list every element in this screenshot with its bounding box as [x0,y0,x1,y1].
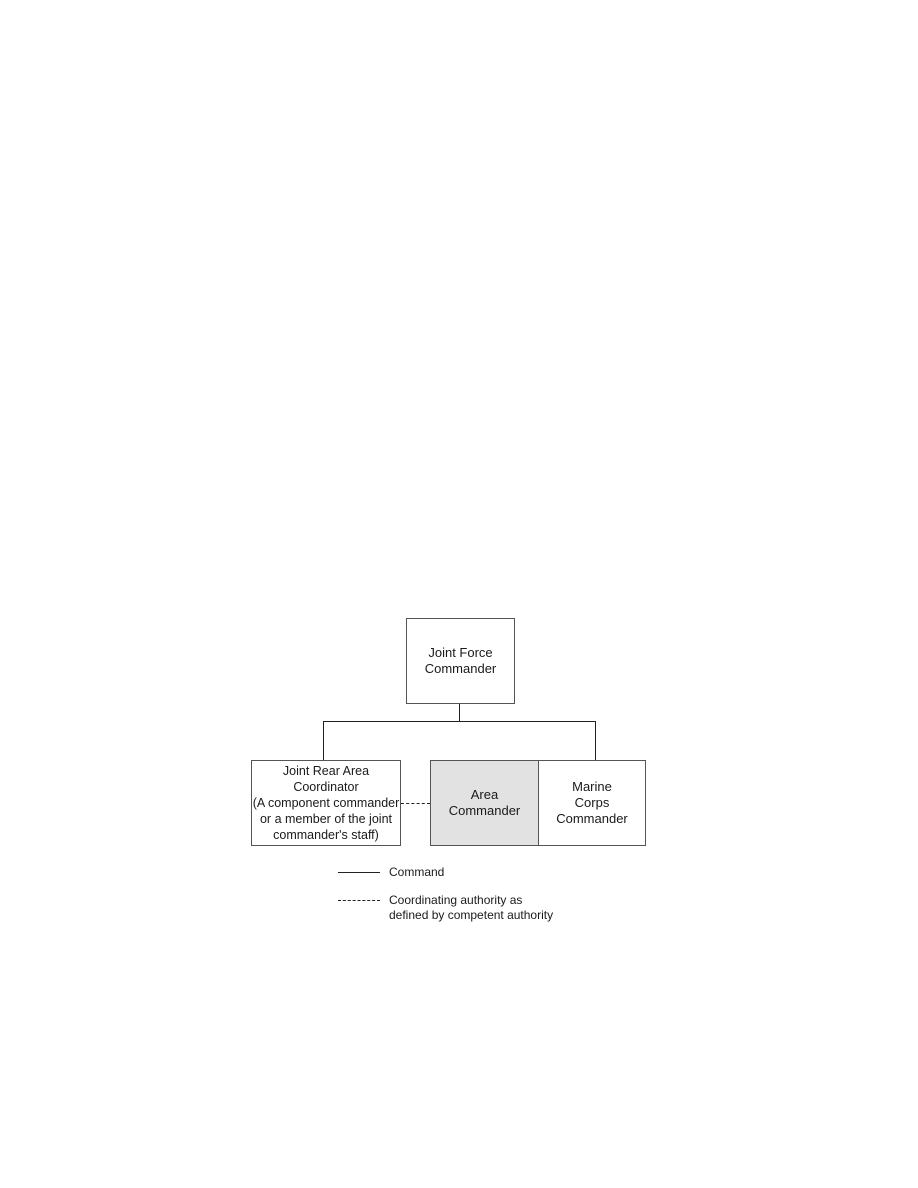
marine-corps-label-line-2: Corps [574,795,610,810]
joint-rear-area-coordinator-box [251,760,401,846]
marine-corps-commander-box [538,760,646,846]
area-commander-label-line-1: Area [470,787,499,802]
legend-command-swatch [338,872,380,873]
legend-coordinating-label-line-2: defined by competent authority [389,908,554,922]
jrac-note-line-3: commander's staff) [273,828,379,842]
legend-command-label: Command [389,865,445,879]
coordinating-line [401,803,430,804]
area-commander-label-line-2: Commander [448,803,521,818]
command-line-jfc-down [459,704,460,722]
command-line-to-jrac [323,721,324,760]
area-commander-box [430,760,539,846]
joint-force-commander-label-line-2: Commander [424,661,497,676]
legend-coordinating-swatch [338,900,380,901]
joint-force-commander-label-line-1: Joint Force [428,645,493,660]
marine-corps-label-line-1: Marine [572,779,612,794]
jrac-label-line-2: Coordinator [293,780,359,794]
command-line-horizontal [323,721,596,722]
legend-coordinating-label-line-1: Coordinating authority as [389,893,523,907]
jrac-label-line-1: Joint Rear Area [282,764,370,778]
joint-force-commander-box [406,618,515,704]
jrac-note-line-1: (A component commander [252,796,400,810]
command-line-to-marine [595,721,596,760]
jrac-note-line-2: or a member of the joint [259,812,392,826]
marine-corps-label-line-3: Commander [556,811,628,826]
